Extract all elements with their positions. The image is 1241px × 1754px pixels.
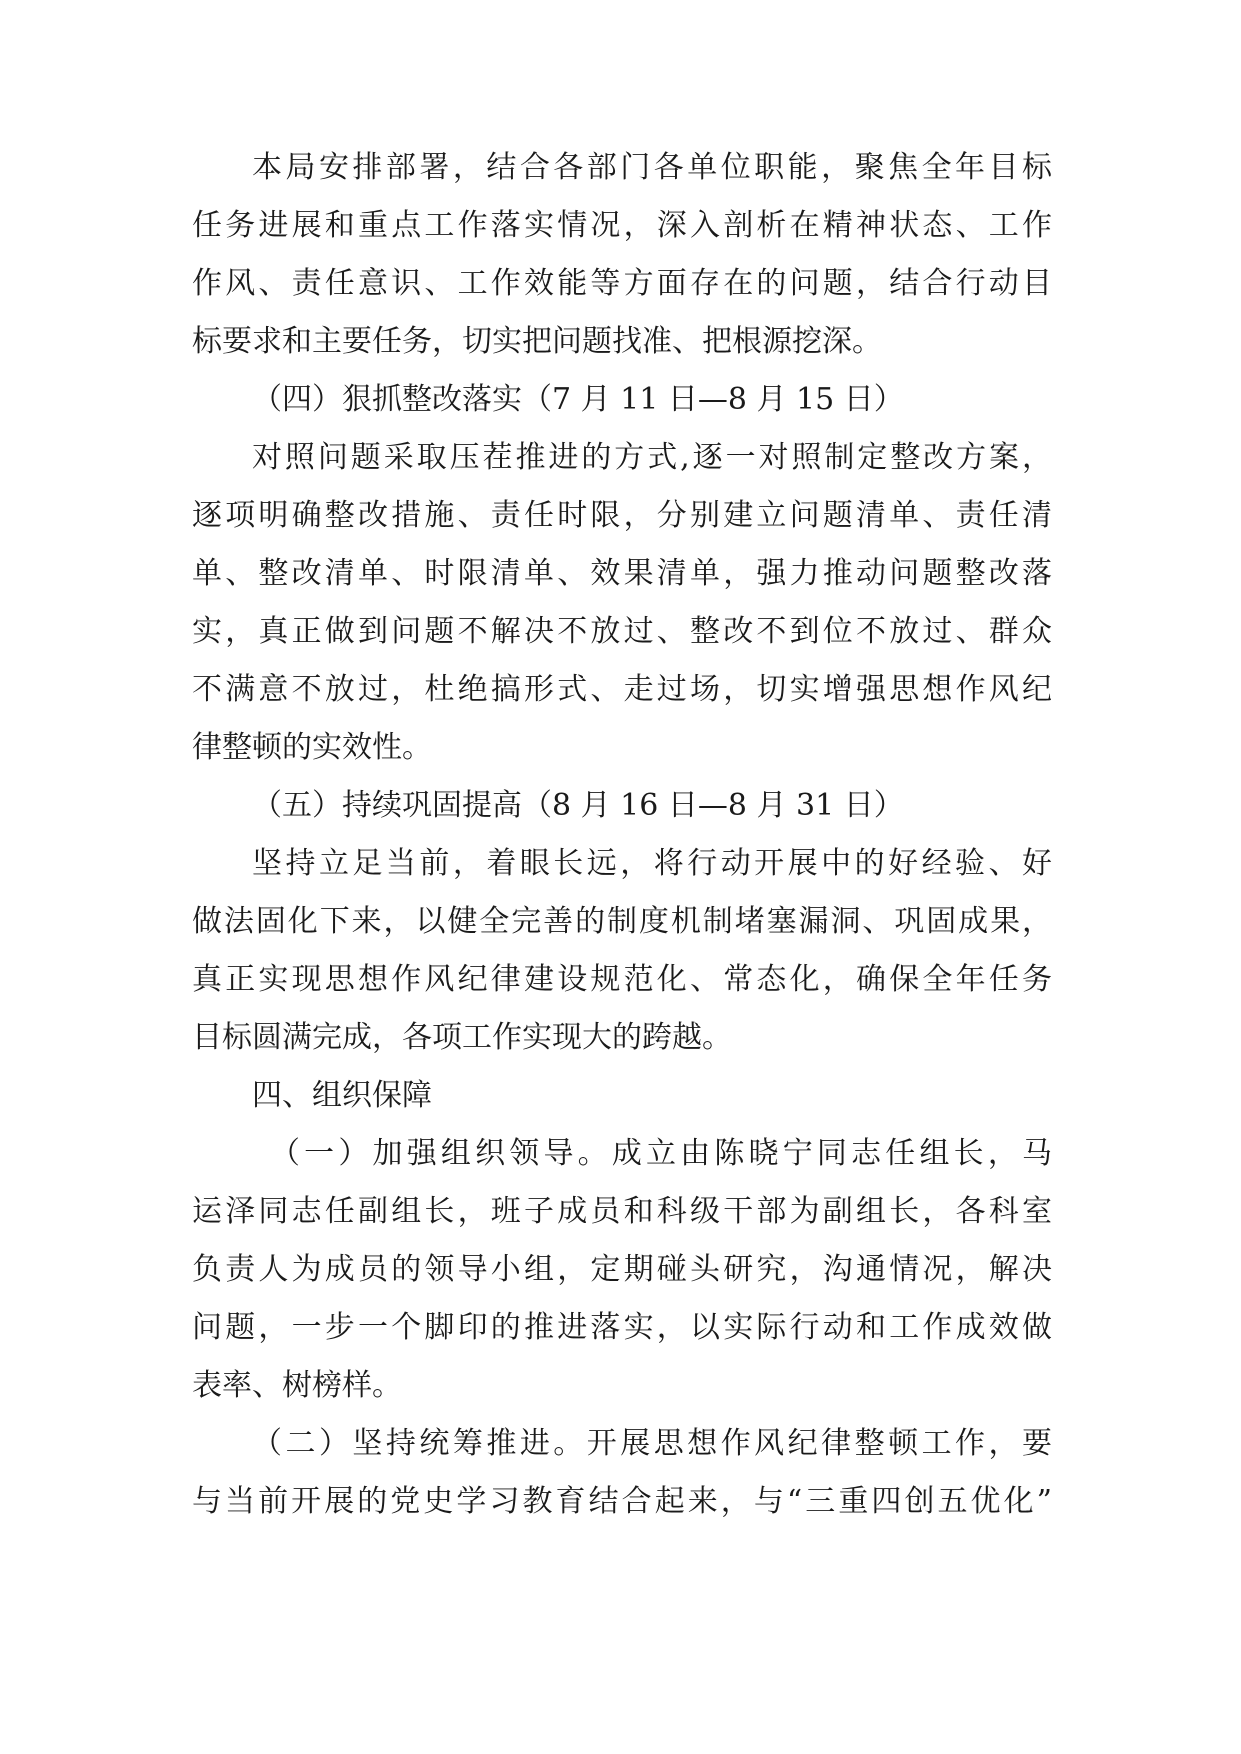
paragraph-line: 与当前开展的党史学习教育结合起来，与“三重四创五优化”: [192, 1484, 1052, 1519]
paragraph-line: 坚持立足当前，着眼长远，将行动开展中的好经验、好: [252, 846, 1052, 881]
paragraph-line: 任务进展和重点工作落实情况，深入剖析在精神状态、工作: [192, 208, 1052, 243]
paragraph-line: 问题，一步一个脚印的推进落实，以实际行动和工作成效做: [192, 1310, 1052, 1345]
section-heading: 四、组织保障: [252, 1078, 432, 1113]
paragraph-line: 目标圆满完成，各项工作实现大的跨越。: [192, 1020, 732, 1055]
paragraph-line: 标要求和主要任务，切实把问题找准、把根源挖深。: [192, 324, 882, 359]
paragraph-line: 真正实现思想作风纪律建设规范化、常态化，确保全年任务: [192, 962, 1052, 997]
section-heading: （四）狠抓整改落实（7 月 11 日—8 月 15 日）: [252, 382, 904, 417]
paragraph-line: 本局安排部署，结合各部门各单位职能，聚焦全年目标: [252, 150, 1052, 185]
paragraph-line: 做法固化下来，以健全完善的制度机制堵塞漏洞、巩固成果，: [192, 904, 1052, 939]
paragraph-line: 对照问题采取压茬推进的方式,逐一对照制定整改方案，: [252, 440, 1052, 475]
paragraph-line: 实，真正做到问题不解决不放过、整改不到位不放过、群众: [192, 614, 1052, 649]
paragraph-line: 作风、责任意识、工作效能等方面存在的问题，结合行动目: [192, 266, 1052, 301]
paragraph-line: 不满意不放过，杜绝搞形式、走过场，切实增强思想作风纪: [192, 672, 1052, 707]
paragraph-line: （二）坚持统筹推进。开展思想作风纪律整顿工作，要: [252, 1426, 1052, 1461]
paragraph-line: 运泽同志任副组长，班子成员和科级干部为副组长，各科室: [192, 1194, 1052, 1229]
paragraph-line: 单、整改清单、时限清单、效果清单，强力推动问题整改落: [192, 556, 1052, 591]
paragraph-line: 律整顿的实效性。: [192, 730, 432, 765]
paragraph-line: 负责人为成员的领导小组，定期碰头研究，沟通情况，解决: [192, 1252, 1052, 1287]
paragraph-line: 逐项明确整改措施、责任时限，分别建立问题清单、责任清: [192, 498, 1052, 533]
paragraph-line: （一）加强组织领导。成立由陈晓宁同志任组长，马: [270, 1136, 1052, 1171]
paragraph-line: 表率、树榜样。: [192, 1368, 402, 1403]
section-heading: （五）持续巩固提高（8 月 16 日—8 月 31 日）: [252, 788, 904, 823]
